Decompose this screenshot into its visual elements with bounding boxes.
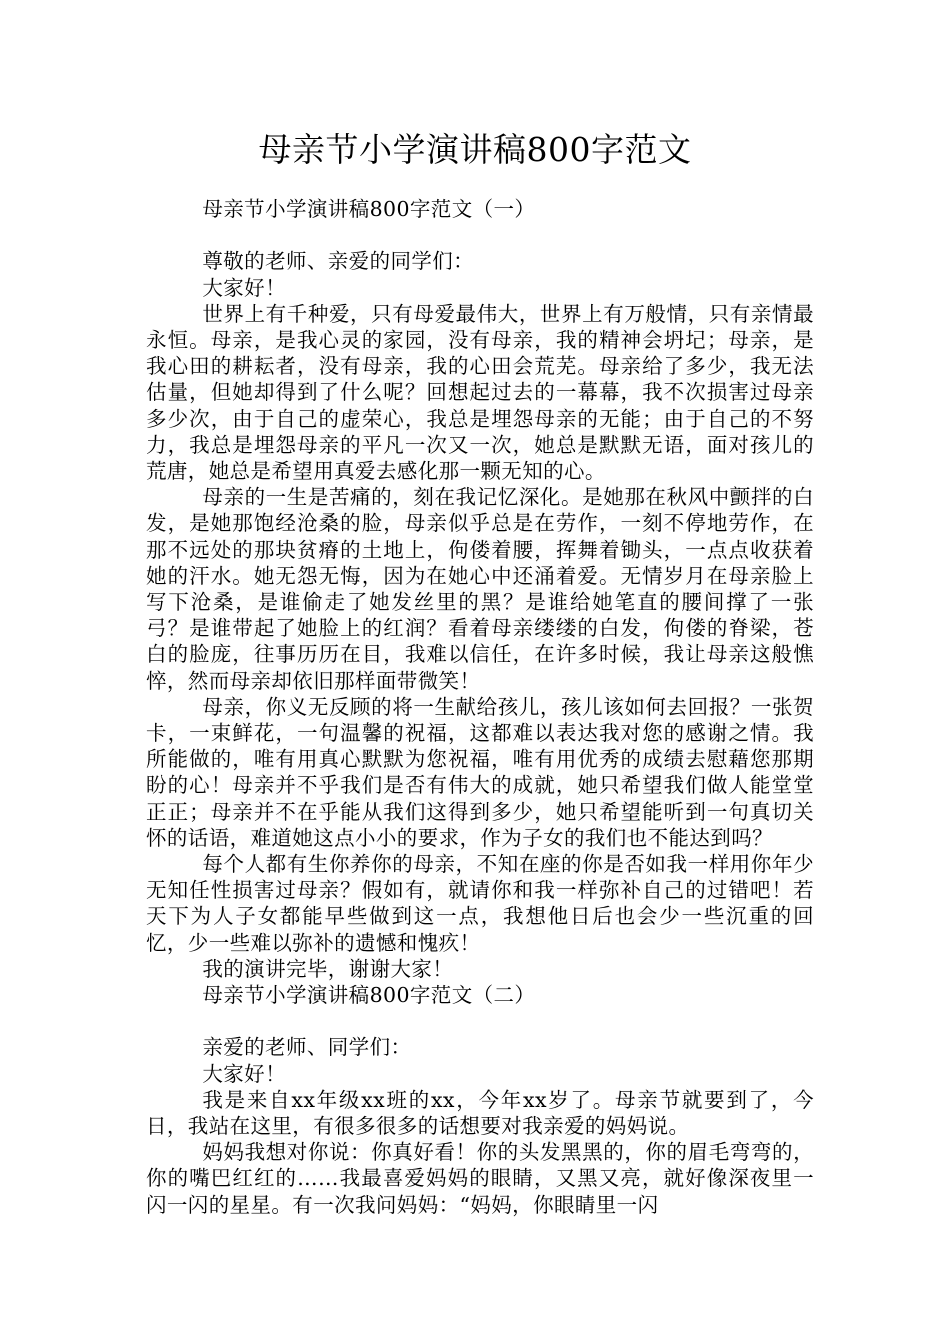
paragraph: 我是来自xx年级xx班的xx，今年xx岁了。母亲节就要到了，今日，我站在这里，有很多很多的话想要对我亲爱的妈妈说。 [146,1087,814,1139]
blank-line [146,222,814,248]
blank-line [146,1008,814,1034]
paragraph: 世界上有千种爱，只有母爱最伟大，世界上有万般情，只有亲情最永恒。母亲，是我心灵的家园，没有母亲，我的精神会坍圮；母亲，是我心田的耕耘者，没有母亲，我的心田会荒芜。母亲给了多少，我无法估量，但她却得到了什么呢？回想起过去的一幕幕，我不次损害过母亲多少次，由于自己的虚荣心，我总是埋怨母亲的无能；由于自己的不努力，我总是埋怨母亲的平凡一次又一次，她总是默默无语，面对孩儿的荒唐，她总是希望用真爱去感化那一颗无知的心。 [146,301,814,484]
section-heading: 母亲节小学演讲稿800字范文（一） [202,197,536,221]
salutation: 亲爱的老师、同学们： [202,1035,412,1060]
paragraph: 母亲，你义无反顾的将一生献给孩儿，孩儿该如何去回报？一张贺卡，一束鲜花，一句温馨的祝福，这都难以表达我对您的感谢之情。我所能做的，唯有用真心默默为您祝福，唯有用优秀的成绩去慰藉您那期盼的心！母亲并不乎我们是否有伟大的成就，她只希望我们做人能堂堂正正；母亲并不在乎能从我们这得到多少，她只希望能听到一句真切关怀的话语，难道她这点小小的要求，作为子女的我们也不能达到吗？ [146,694,814,850]
closing: 我的演讲完毕，谢谢大家！ [202,956,454,981]
greeting: 大家好！ [202,275,286,300]
document-title: 母亲节小学演讲稿800字范文 [258,130,692,169]
paragraph: 每个人都有生你养你的母亲，不知在座的你是否如我一样用你年少无知任性损害过母亲？假如有，就请你和我一样弥补自己的过错吧！若天下为人子女都能早些做到这一点，我想他日后也会少一些沉重的回忆，少一些难以弥补的遗憾和愧疚！ [146,852,814,955]
salutation: 尊敬的老师、亲爱的同学们： [202,249,475,274]
paragraph: 母亲的一生是苦痛的，刻在我记忆深化。是她那在秋风中颤拌的白发，是她那饱经沧桑的脸，母亲似乎总是在劳作，一刻不停地劳作，在那不远处的那块贫瘠的土地上，佝偻着腰，挥舞着锄头，一点点收获着她的汗水。她无怨无悔，因为在她心中还涌着爱。无情岁月在母亲脸上写下沧桑，是谁偷走了她发丝里的黑？是谁给她笔直的腰间撑了一张弓？是谁带起了她脸上的红润？看着母亲缕缕的白发，佝偻的脊梁，苍白的脸庞，往事历历在目，我难以信任，在许多时候，我让母亲这般憔悴，然而母亲却依旧那样面带微笑！ [146,485,814,693]
greeting: 大家好！ [202,1061,286,1086]
document-body [146,196,814,1218]
paragraph: 妈妈我想对你说：你真好看！你的头发黑黑的，你的眉毛弯弯的，你的嘴巴红红的……我最喜爱妈妈的眼睛，又黑又亮，就好像深夜里一闪一闪的星星。有一次我问妈妈：“妈妈，你眼睛里一闪 [146,1140,814,1217]
section-heading: 母亲节小学演讲稿800字范文（二） [202,983,536,1008]
